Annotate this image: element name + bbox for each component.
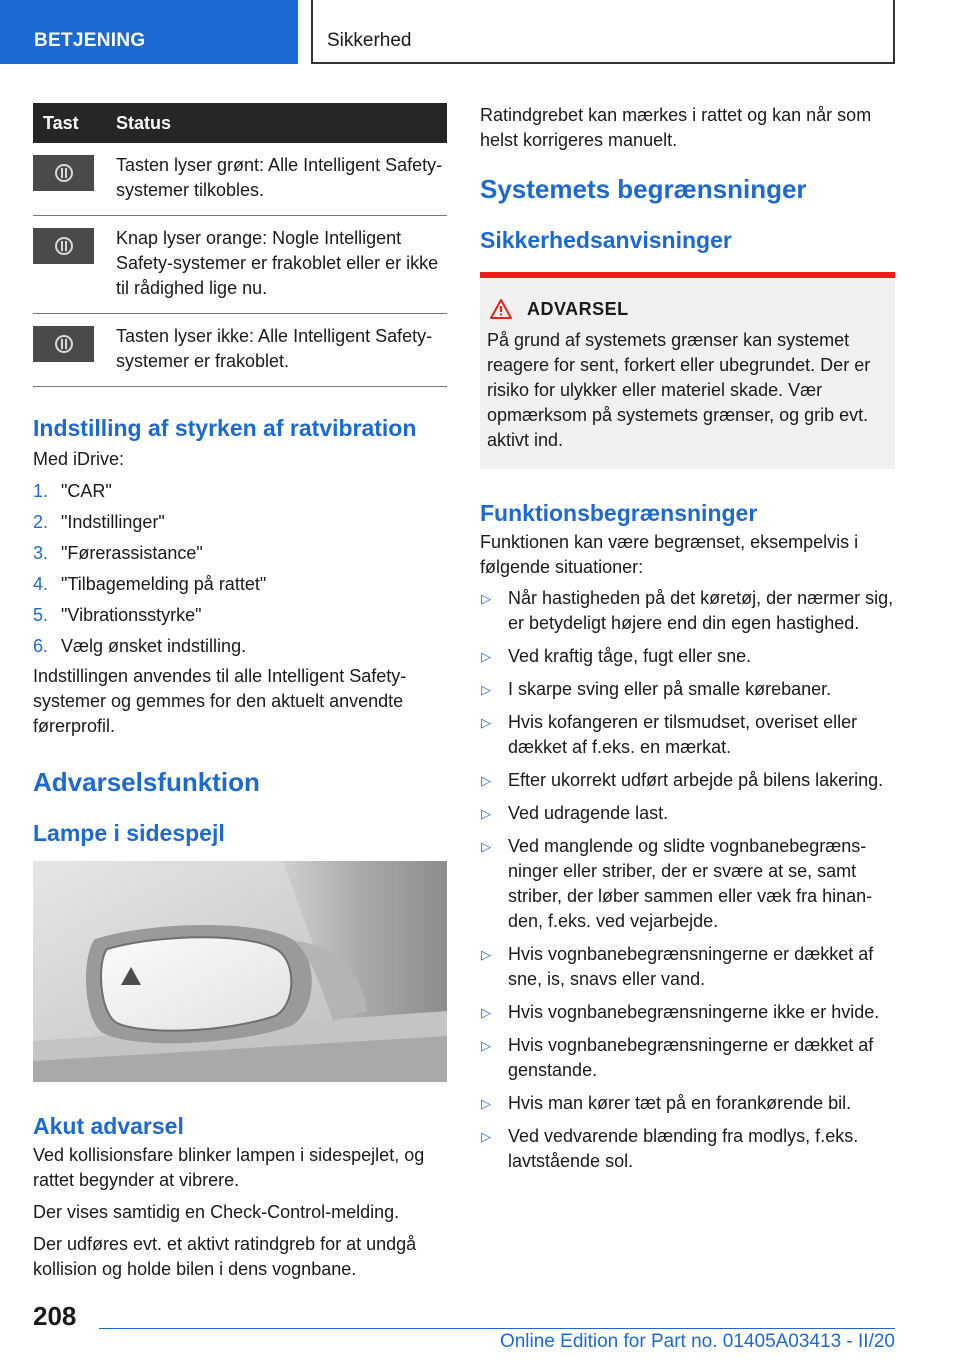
acute-warning-heading: Akut advarsel — [33, 1113, 184, 1139]
list-item — [480, 582, 895, 640]
list-item — [480, 938, 895, 996]
list-item — [480, 640, 895, 673]
status-text: Tasten lyser grønt: Alle Intelligent Safety-systemer tilkobles. — [106, 143, 447, 216]
step-text: "Førerassistance" — [61, 543, 203, 563]
step-text: "Indstillinger" — [61, 512, 165, 532]
list-item-text: Hvis kofangeren er tilsmudset, overiset eller dækket af f.eks. en mærkat. — [508, 712, 858, 757]
edition-note: Online Edition for Part no. 01405A03413 - II/20 — [499, 1331, 895, 1352]
list-item — [480, 764, 895, 797]
bullet-triangle-icon: ▷ — [481, 715, 491, 730]
list-item-text: Hvis vognbanebegrænsningerne er dækket af genstande. — [508, 1035, 874, 1080]
vibration-heading: Indstilling af styrken af ratvibration — [33, 415, 417, 441]
list-item — [33, 538, 447, 569]
status-table — [33, 103, 447, 387]
table-header-status: Status — [106, 103, 447, 143]
page-number: 208 — [33, 1301, 77, 1331]
function-limits-heading: Funktionsbegrænsninger — [480, 500, 758, 526]
step-text: "CAR" — [61, 481, 112, 501]
bullet-triangle-icon: ▷ — [481, 839, 491, 854]
warning-box — [480, 272, 895, 469]
list-item-text: Efter ukorrekt udført arbejde på bilens lakering. — [508, 770, 884, 790]
list-item — [480, 830, 895, 938]
section-tab: BETJENING — [0, 0, 298, 64]
acute-paragraph: Der udføres evt. et aktivt ratindgreb for at undgå kollision og holde bilen i dens vognbane. — [33, 1234, 417, 1279]
key-cell — [33, 143, 106, 216]
bullet-triangle-icon: ▷ — [481, 1129, 491, 1144]
key-cell — [33, 314, 106, 387]
bullet-triangle-icon: ▷ — [481, 1038, 491, 1053]
list-item-text: Ved manglende og slidte vognbanebegrænsninger eller striber, der er svære at se, samt striber, der løber sammen eller væk fra hinanden, f.eks. ved vejarbejde. — [508, 836, 873, 931]
intelligent-safety-button-icon — [33, 155, 94, 191]
warning-function-heading: Advarselsfunktion — [33, 767, 260, 797]
footer-rule — [99, 1328, 895, 1329]
list-item — [480, 1087, 895, 1120]
step-text: Vælg ønsket indstilling. — [61, 636, 247, 656]
step-number: 4. — [33, 574, 49, 594]
list-item — [480, 996, 895, 1029]
limits-heading: Systemets begrænsninger — [480, 174, 807, 204]
list-item-text: Ved udragende last. — [508, 803, 669, 823]
table-row — [33, 314, 447, 387]
step-text: "Tilbagemelding på rattet" — [61, 574, 267, 594]
list-item-text: Hvis vognbanebegrænsningerne ikke er hvide. — [508, 1002, 880, 1022]
acute-paragraph: Der vises samtidig en Check-Control-melding. — [33, 1202, 400, 1222]
status-text: Knap lyser orange: Nogle Intelligent Safety-systemer er frakoblet eller er ikke til rådighed lige nu. — [106, 216, 447, 314]
list-item — [480, 797, 895, 830]
key-cell — [33, 216, 106, 314]
step-number: 2. — [33, 512, 49, 532]
list-item — [480, 706, 895, 764]
bullet-triangle-icon: ▷ — [481, 773, 491, 788]
list-item-text: Hvis vognbanebegrænsningerne er dækket af sne, is, snavs eller vand. — [508, 944, 874, 989]
bullet-triangle-icon: ▷ — [481, 1096, 491, 1111]
function-limits-list — [480, 582, 895, 1178]
side-mirror-warning-lamp-image — [33, 861, 447, 1082]
acute-paragraph: Ved kollisionsfare blinker lampen i sidespejlet, og rattet begynder at vibrere. — [33, 1145, 425, 1190]
table-row — [33, 143, 447, 216]
right-column — [480, 103, 895, 1178]
bullet-triangle-icon: ▷ — [481, 947, 491, 962]
bullet-triangle-icon: ▷ — [481, 1005, 491, 1020]
table-header-row — [33, 103, 447, 143]
vibration-note: Indstillingen anvendes til alle Intelligent Safety-systemer og gemmes for den aktuelt anvendte førerprofil. — [33, 666, 407, 736]
warning-label: ADVARSEL — [527, 298, 629, 319]
intelligent-safety-button-icon — [33, 228, 94, 264]
step-number: 1. — [33, 481, 49, 501]
list-item-text: Hvis man kører tæt på en forankørende bil. — [508, 1093, 852, 1113]
intervention-note: Ratindgrebet kan mærkes i rattet og kan når som helst korrigeres manuelt. — [480, 105, 872, 150]
list-item — [480, 673, 895, 706]
step-text: "Vibrationsstyrke" — [61, 605, 202, 625]
list-item — [33, 507, 447, 538]
step-number: 6. — [33, 636, 49, 656]
warning-text: På grund af systemets grænser kan systemet reagere for sent, forkert eller ubegrundet. Der er risiko for ulykker eller materiel skade. Vær opmærksom på systemets grænser, og grib evt. aktivt ind. — [487, 330, 871, 450]
safety-notes-heading: Sikkerhedsanvisninger — [480, 227, 732, 253]
step-number: 5. — [33, 605, 49, 625]
intelligent-safety-button-icon — [33, 326, 94, 362]
bullet-triangle-icon: ▷ — [481, 591, 491, 606]
list-item — [33, 476, 447, 507]
list-item — [33, 569, 447, 600]
chapter-title: Sikkerhed — [327, 30, 412, 51]
vibration-intro: Med iDrive: — [33, 449, 125, 469]
list-item-text: Ved vedvarende blænding fra modlys, f.eks. lavtstående sol. — [508, 1126, 859, 1171]
table-header-key: Tast — [33, 103, 106, 143]
mirror-lamp-heading: Lampe i sidespejl — [33, 820, 225, 846]
idrive-steps — [33, 476, 447, 662]
list-item — [33, 600, 447, 631]
list-item — [33, 631, 447, 662]
list-item-text: I skarpe sving eller på smalle kørebaner. — [508, 679, 832, 699]
list-item-text: Ved kraftig tåge, fugt eller sne. — [508, 646, 752, 666]
bullet-triangle-icon: ▷ — [481, 806, 491, 821]
list-item — [480, 1029, 895, 1087]
table-row — [33, 216, 447, 314]
function-limits-intro: Funktionen kan være begrænset, eksempelvis i følgende situationer: — [480, 532, 859, 577]
list-item-text: Når hastigheden på det køretøj, der nærmer sig, er betydeligt højere end din egen hastighed. — [508, 588, 894, 633]
bullet-triangle-icon: ▷ — [481, 682, 491, 697]
step-number: 3. — [33, 543, 49, 563]
warning-triangle-icon — [489, 298, 513, 320]
list-item — [480, 1120, 895, 1178]
warning-box-title — [487, 298, 887, 320]
bullet-triangle-icon: ▷ — [481, 649, 491, 664]
left-column — [33, 103, 447, 1289]
status-text: Tasten lyser ikke: Alle Intelligent Safety-systemer er frakoblet. — [106, 314, 447, 387]
